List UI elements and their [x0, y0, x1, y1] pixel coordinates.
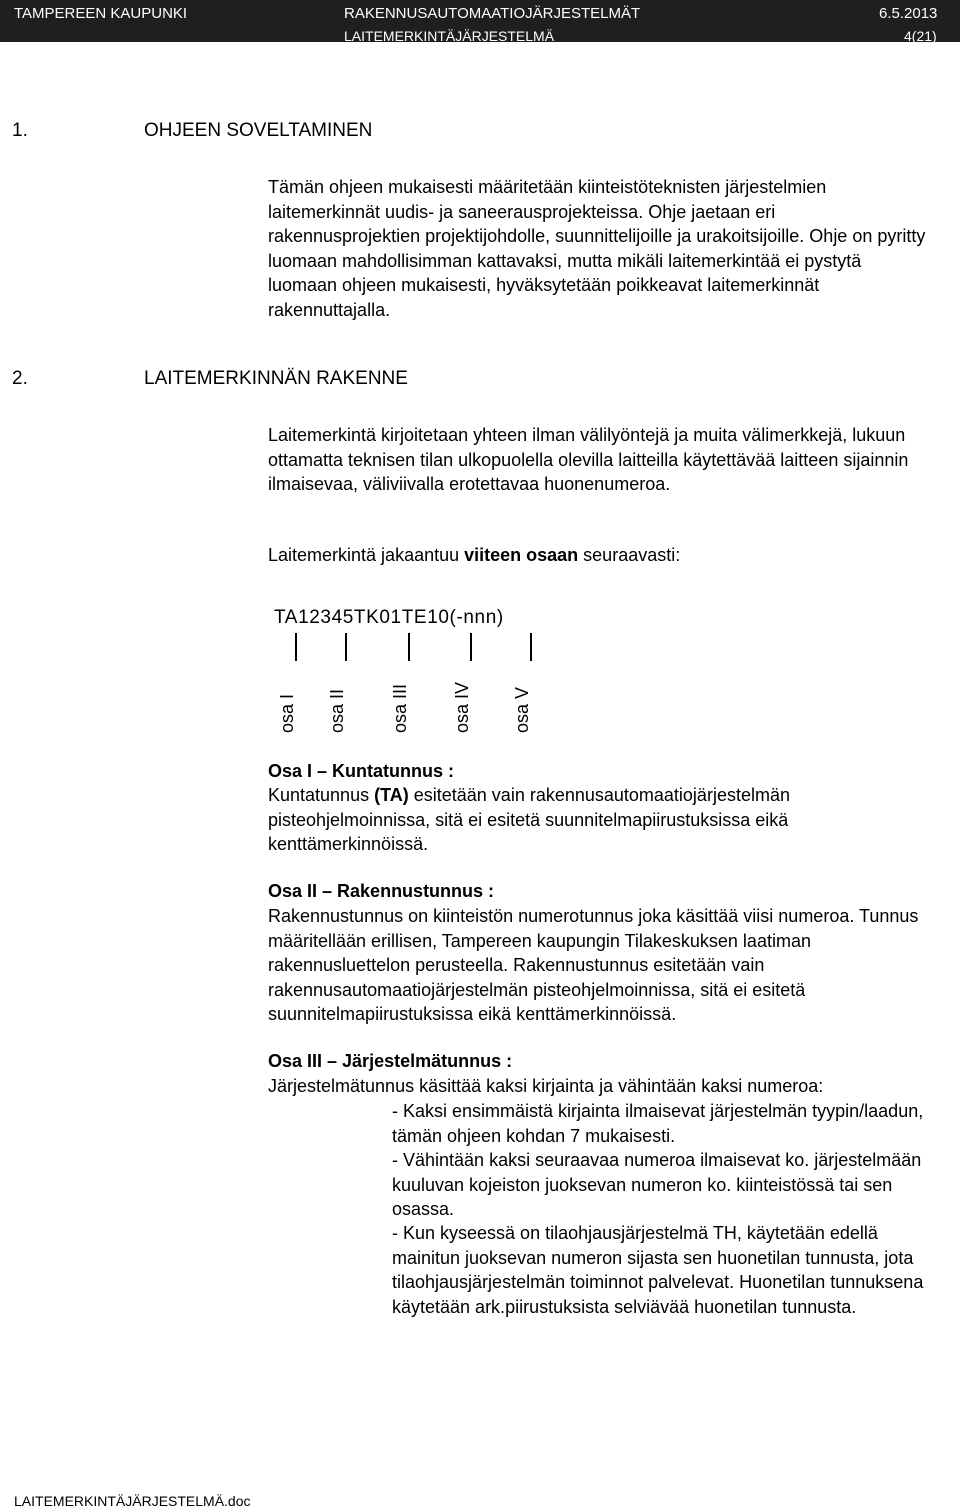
part-label-5: osa V: [506, 633, 556, 733]
part-2-marker-line: [345, 633, 347, 661]
osa-2-heading: Osa II – Rakennustunnus :: [268, 881, 495, 901]
osa-1-heading: Osa I – Kuntatunnus :: [268, 761, 455, 781]
osa-3-list-item: - Kun kyseessä on tilaohjausjärjestelmä TH, käytetään edellä mainitun juoksevan numeron sijasta sen huonetilan tunnusta, jota tilaohjausjärjestelmän toiminnot palvelevat. Huonetilan tunnuksena käytetään ark.piirustuksista selviävää huonetilan tunnusta.: [392, 1223, 924, 1317]
section-2-title: LAITEMERKINNÄN RAKENNE: [144, 368, 408, 389]
header-date: 6.5.2013: [879, 5, 938, 22]
page-header: [0, 0, 960, 42]
header-org: TAMPEREEN KAUPUNKI: [14, 5, 188, 22]
part-label-3: osa III: [384, 633, 434, 733]
part-4-marker-line: [470, 633, 472, 661]
osa-3-intro: Järjestelmätunnus käsittää kaksi kirjainta ja vähintään kaksi numeroa:: [268, 1076, 824, 1096]
header-subtitle: LAITEMERKINTÄJÄRJESTELMÄ: [344, 28, 555, 44]
osa-1-code-emphasis: (TA): [374, 785, 409, 805]
code-example: TA12345TK01TE10(-nnn): [274, 607, 504, 628]
section-2-paragraph: Laitemerkintä kirjoitetaan yhteen ilman välilyöntejä ja muita välimerkkejä, lukuun ottamatta teknisen tilan ulkopuolella olevilla laitteilla käytettävää laitteen sijainnin ilmaisevaa, väliviivalla erotettavaa huonenumeroa.: [268, 425, 909, 495]
osa-3-list-item: - Vähintään kaksi seuraavaa numeroa ilmaisevat ko. järjestelmään kuuluvan kojeiston juoksevan numeron ko. kiinteistössä tai sen osassa.: [392, 1150, 922, 1220]
section-1-title: OHJEEN SOVELTAMINEN: [144, 120, 373, 141]
osa-3-heading: Osa III – Järjestelmätunnus :: [268, 1051, 513, 1071]
section-2-number: 2.: [12, 368, 28, 389]
part-5-marker-line: [530, 633, 532, 661]
part-label-4: osa IV: [446, 633, 496, 733]
part-label-2: osa II: [321, 633, 371, 733]
osa-2-paragraph: Rakennustunnus on kiinteistön numerotunnus joka käsittää viisi numeroa. Tunnus määritellään erillisen, Tampereen kaupungin Tilakeskuksen laatiman rakennusluettelon perusteella. Rakennustunnus esitetään vain rakennusautomaatiojärjestelmän pisteohjelmoinnissa, sitä ei esitetä suunnitelmapiirustuksissa eikä kenttämerkinnöissä.: [268, 906, 919, 1025]
section-2-parts-intro: Laitemerkintä jakaantuu viiteen osaan seuraavasti:: [268, 545, 681, 565]
osa-1-paragraph: Kuntatunnus (TA) esitetään vain rakennusautomaatiojärjestelmän pisteohjelmoinnissa, sitä ei esitetä suunnitelmapiirustuksissa eikä kenttämerkinnöissä.: [268, 785, 790, 855]
header-doc-title: RAKENNUSAUTOMAATIOJÄRJESTELMÄT: [344, 5, 641, 22]
part-label-1: osa I: [271, 633, 321, 733]
part-1-marker-line: [295, 633, 297, 661]
part-3-marker-line: [408, 633, 410, 661]
osa-3-list-item: - Kaksi ensimmäistä kirjainta ilmaisevat järjestelmän tyypin/laadun, tämän ohjeen kohdan 7 mukaisesti.: [392, 1101, 924, 1146]
section-1-number: 1.: [12, 120, 28, 141]
section-1-paragraph: Tämän ohjeen mukaisesti määritetään kiinteistöteknisten järjestelmien laitemerkinnät uudis- ja saneerausprojekteissa. Ohje jaetaan eri rakennusprojektien projektijohdolle, suunnittelijoille ja urakoitsijoille. Ohje on pyritty luomaan mahdollisimman kattavaksi, mutta mikäli laitemerkintää ei pystytä luomaan ohjeen mukaisesti, hyväksytetään poikkeavat laitemerkinnät rakennuttajalla.: [268, 177, 926, 320]
parts-count-emphasis: viiteen osaan: [464, 545, 579, 565]
header-page-number: 4(21): [904, 28, 937, 44]
footer-filename: LAITEMERKINTÄJÄRJESTELMÄ.doc: [14, 1493, 251, 1509]
